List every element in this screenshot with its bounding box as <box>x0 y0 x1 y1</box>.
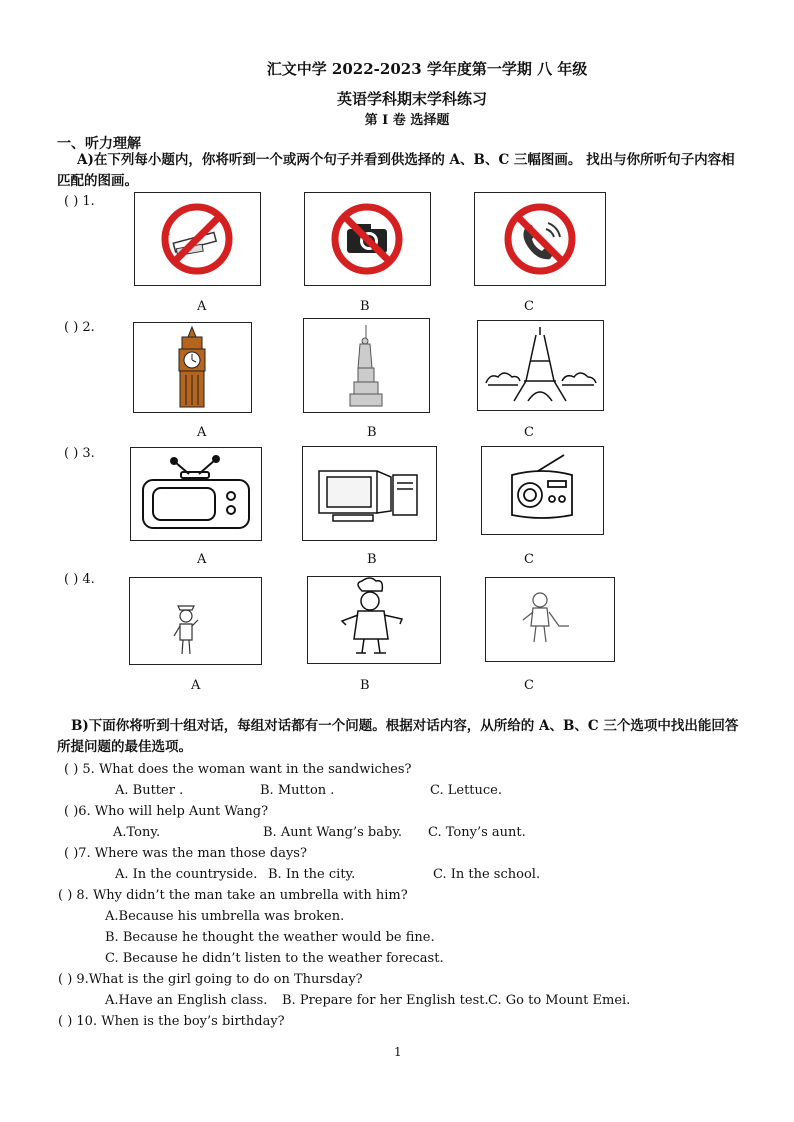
q3-label-b: B <box>367 552 377 567</box>
q3-option-b-image[interactable] <box>302 446 437 541</box>
statue-of-liberty-icon <box>304 319 429 412</box>
q1-label-a: A <box>197 299 207 314</box>
question-4-number: ( ) 4. <box>64 572 95 587</box>
q1-option-a-image[interactable] <box>134 192 261 286</box>
q3-option-c-image[interactable] <box>481 446 604 535</box>
q4-option-a-image[interactable] <box>129 577 262 665</box>
document-subtitle: 英语学科期末学科练习 <box>336 90 487 108</box>
q2-label-a: A <box>197 425 207 440</box>
q9-option-c[interactable]: C. Go to Mount Emei. <box>488 993 631 1008</box>
q9-option-a[interactable]: A.Have an English class. <box>105 993 268 1008</box>
q1-option-b-image[interactable] <box>304 192 431 286</box>
page-number: 1 <box>394 1045 402 1059</box>
no-camera-icon <box>305 193 430 285</box>
eiffel-tower-icon <box>478 321 603 410</box>
question-2-number: ( ) 2. <box>64 320 95 335</box>
q8-option-b[interactable]: B. Because he thought the weather would be fine. <box>105 930 435 945</box>
q7-option-c[interactable]: C. In the school. <box>433 867 541 882</box>
q1-option-c-image[interactable] <box>474 192 606 286</box>
big-ben-icon <box>134 323 251 412</box>
q4-option-b-image[interactable] <box>307 576 441 664</box>
q4-label-a: A <box>191 678 201 693</box>
q3-label-c: C <box>524 552 534 567</box>
q2-option-a-image[interactable] <box>133 322 252 413</box>
computer-icon <box>303 447 436 540</box>
q6-option-c[interactable]: C. Tony’s aunt. <box>428 825 526 840</box>
q2-label-b: B <box>367 425 377 440</box>
q5-option-c[interactable]: C. Lettuce. <box>430 783 503 798</box>
section-heading: 一、听力理解 <box>57 136 141 152</box>
waiter-icon <box>486 578 614 661</box>
television-icon <box>131 448 261 540</box>
q6-option-b[interactable]: B. Aunt Wang’s baby. <box>263 825 403 840</box>
part-b-instruction: B)下面你将听到十组对话，每组对话都有一个问题。根据对话内容，从所给的 A、B、C 三个选项中找出能回答所提问题的最佳选项。 <box>57 718 739 755</box>
q7-option-b[interactable]: B. In the city. <box>268 867 356 882</box>
q2-label-c: C <box>524 425 534 440</box>
q1-label-b: B <box>360 299 370 314</box>
radio-icon <box>482 447 603 534</box>
q5-option-b[interactable]: B. Mutton . <box>260 783 335 798</box>
question-8: ( ) 8. Why didn’t the man take an umbrella with him? <box>58 888 408 903</box>
q4-option-c-image[interactable] <box>485 577 615 662</box>
cook-icon <box>308 577 440 663</box>
question-7: ( )7. Where was the man those days? <box>64 846 307 861</box>
q3-option-a-image[interactable] <box>130 447 262 541</box>
question-9: ( ) 9.What is the girl going to do on Thursday? <box>58 972 363 987</box>
question-5: ( ) 5. What does the woman want in the sandwiches? <box>64 762 412 777</box>
q1-label-c: C <box>524 299 534 314</box>
q2-option-b-image[interactable] <box>303 318 430 413</box>
question-1-number: ( ) 1. <box>64 194 95 209</box>
volume-title: 第 I 卷 选择题 <box>364 113 450 128</box>
q2-option-c-image[interactable] <box>477 320 604 411</box>
q9-option-b[interactable]: B. Prepare for her English test. <box>282 993 489 1008</box>
q4-label-b: B <box>360 678 370 693</box>
no-phone-icon <box>475 193 605 285</box>
part-a-instruction: A)在下列每小题内，你将听到一个或两个句子并看到供选择的 A、B、C 三幅图画。 找出与你所听句子内容相匹配的图画。 <box>57 152 735 189</box>
q4-label-c: C <box>524 678 534 693</box>
q6-option-a[interactable]: A.Tony. <box>113 825 161 840</box>
q5-option-a[interactable]: A. Butter . <box>115 783 184 798</box>
q3-label-a: A <box>197 552 207 567</box>
question-3-number: ( ) 3. <box>64 446 95 461</box>
question-10: ( ) 10. When is the boy’s birthday? <box>58 1014 285 1029</box>
document-title: 汇文中学 2022-2023 学年度第一学期 八 年级 <box>266 60 588 78</box>
question-6: ( )6. Who will help Aunt Wang? <box>64 804 269 819</box>
q7-option-a[interactable]: A. In the countryside. <box>115 867 258 882</box>
q8-option-c[interactable]: C. Because he didn’t listen to the weather forecast. <box>105 951 444 966</box>
policeman-icon <box>130 578 261 664</box>
no-smoking-icon <box>135 193 260 285</box>
q8-option-a[interactable]: A.Because his umbrella was broken. <box>105 909 345 924</box>
